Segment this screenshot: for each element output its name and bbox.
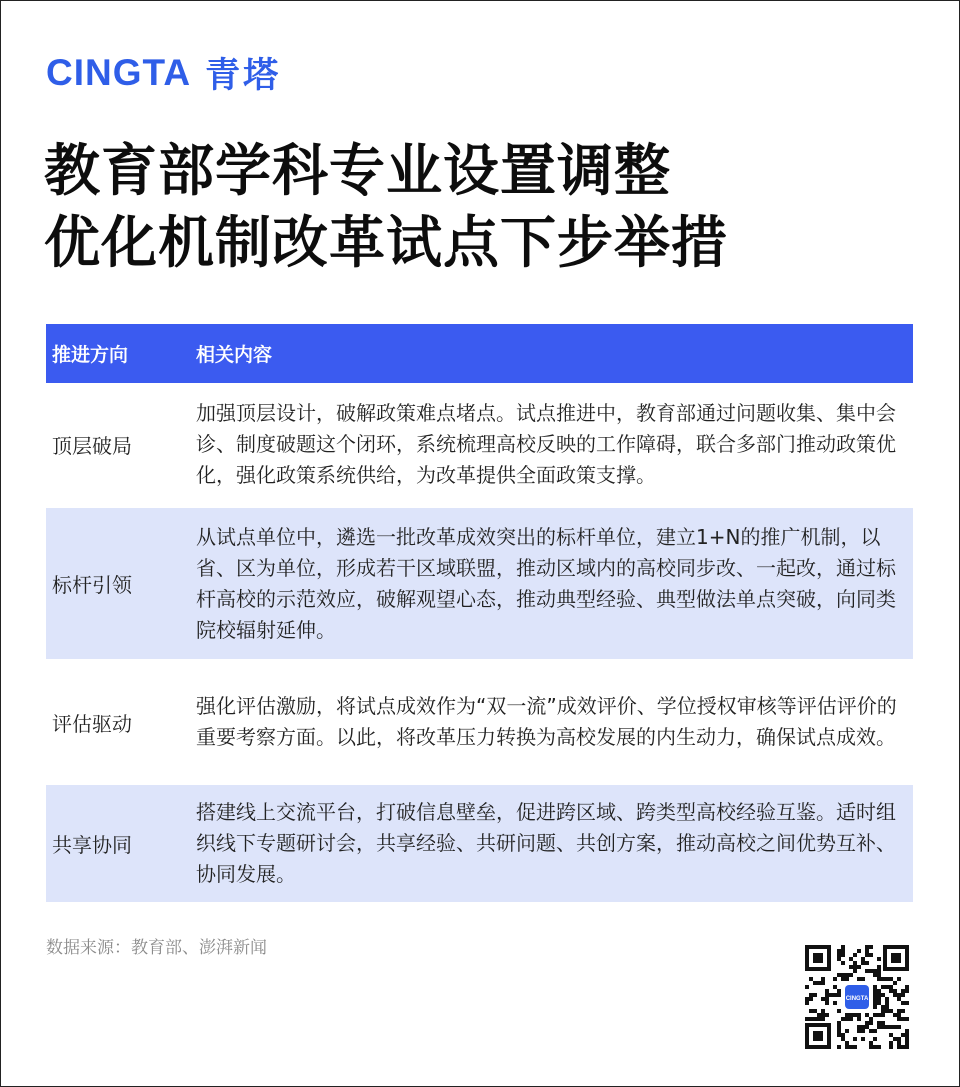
page-title: [44, 136, 924, 280]
row-content: 加强顶层设计，破解政策难点堵点。试点推进中，教育部通过问题收集、集中会诊、制度破题这个闭环，系统梳理高校反映的工作障碍，联合多部门推动政策优化，强化政策系统供给，为改革提供全面政策支撑。: [196, 400, 896, 487]
row-content: 搭建线上交流平台，打破信息壁垒，促进跨区域、跨类型高校经验互鉴。适时组织线下专题研讨会，共享经验、共研问题、共创方案，推动高校之间优势互补、协同发展。: [196, 800, 896, 886]
row-direction: 标杆引领: [52, 573, 132, 597]
table-row: [46, 785, 913, 902]
measures-table: [46, 324, 913, 902]
qr-center-label: CINGTA: [845, 996, 869, 1002]
header-direction: 推进方向: [52, 344, 129, 366]
data-source-note: 数据来源：教育部、澎湃新闻: [46, 938, 267, 958]
row-content: 强化评估激励，将试点成效作为“双一流”成效评价、学位授权审核等评估评价的重要考察方面。以此，将改革压力转换为高校发展的内生动力，确保试点成效。: [196, 694, 897, 749]
table-row: [46, 508, 913, 659]
brand-logo-cjk: 青塔: [205, 56, 282, 96]
table-row: [46, 389, 913, 499]
table-header: [46, 324, 913, 383]
row-direction: 共享协同: [52, 833, 132, 857]
brand-logo-latin: CINGTA: [46, 52, 192, 93]
table-row: [46, 663, 913, 781]
page-title-line-2: 优化机制改革试点下步举措: [44, 211, 728, 276]
brand-logo: [46, 48, 281, 98]
header-content: 相关内容: [196, 344, 273, 366]
row-direction: 顶层破局: [52, 433, 132, 458]
page-title-line-1: 教育部学科专业设置调整: [44, 139, 671, 204]
qr-code[interactable]: [803, 943, 911, 1051]
row-content: 从试点单位中，遴选一批改革成效突出的标杆单位，建立1+N的推广机制，以省、区为单位，形成若干区域联盟，推动区域内的高校同步改、一起改，通过标杆高校的示范效应，破解观望心态，推动典型经验、典型做法单点突破，向同类院校辐射延伸。: [196, 524, 896, 642]
row-direction: 评估驱动: [52, 711, 132, 736]
